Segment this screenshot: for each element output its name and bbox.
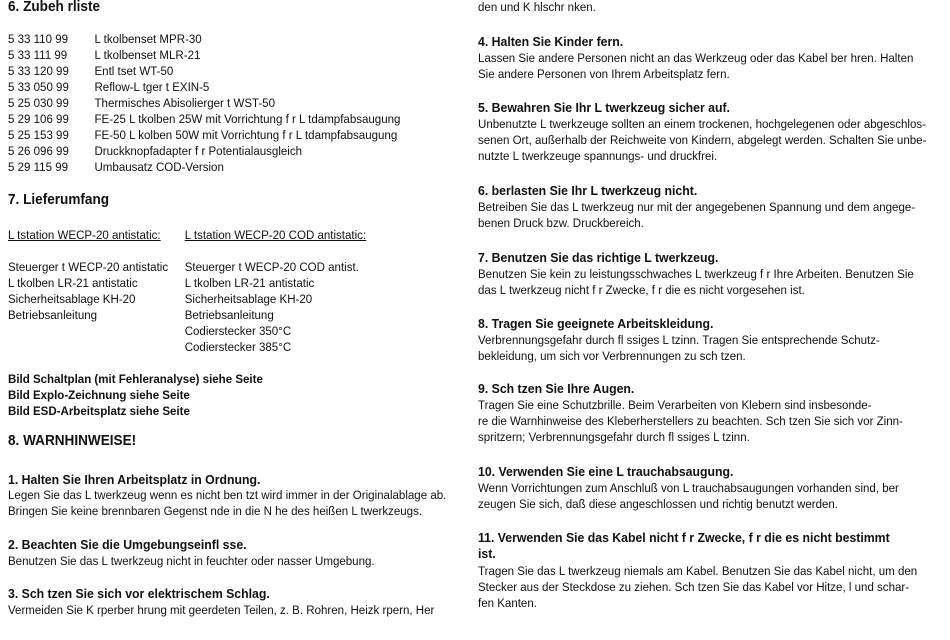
part-description: Reflow-L tger t EXIN-5 <box>94 80 210 94</box>
scope-col2-item: L tkolben LR-21 antistatic <box>184 276 315 290</box>
scope-header-row <box>8 228 473 243</box>
warning-text: das L twerkzeug nicht f r Zwecke, f r die es nicht vorgesehen ist. <box>478 283 805 297</box>
part-number: 5 26 096 99 <box>8 144 69 158</box>
warning-title: 1. Halten Sie Ihren Arbeitsplatz in Ordnung. <box>8 472 261 487</box>
warning-text: Tragen Sie das L twerkzeug niemals am Kabel. Benutzen Sie das Kabel nicht, um den <box>478 564 918 578</box>
list-item <box>8 160 473 175</box>
warning-text: Stecker aus der Steckdose zu ziehen. Sch tzen Sie das Kabel vor Hitze, l und schar- <box>478 580 910 594</box>
warning-title: 11. Verwenden Sie das Kabel nicht f r Zwecke, f r die es nicht bestimmt <box>478 530 890 545</box>
scope-col1-item: Steuerger t WECP-20 antistatic <box>8 260 169 274</box>
part-description: Druckknopfadapter f r Potentialausgleich <box>94 144 303 158</box>
warning-text: senen Ort, außerhalb der Reichweite von Kindern, abgelegt werden. Schalten Sie unbe- <box>478 133 927 147</box>
warning-text: Sie andere Personen von Ihrem Arbeitsplatz fern. <box>478 67 730 81</box>
warning-title: 3. Sch tzen Sie sich vor elektrischem Schlag. <box>8 586 270 601</box>
warning-text: re die Warnhinweise des Kleberherstellers zu beachten. Sch tzen Sie sich vor Zinn- <box>478 414 903 428</box>
warning-text: fen Kanten. <box>478 596 537 610</box>
figure-reference: Bild ESD-Arbeitsplatz siehe Seite <box>8 404 190 418</box>
warning-text: benen Druck bzw. Druckbereich. <box>478 216 644 230</box>
part-number: 5 33 050 99 <box>8 80 69 94</box>
warning-title: 10. Verwenden Sie eine L trauchabsaugung. <box>478 464 734 479</box>
scope-col1-title: L tstation WECP-20 antistatic: <box>8 228 161 242</box>
warning-text: Wenn Vorrichtungen zum Anschluß von L trauchabsaugungen vorhanden sind, ber <box>478 481 899 495</box>
part-description: FE-50 L kolben 50W mit Vorrichtung f r L tdampfabsaugung <box>94 128 398 142</box>
warning-title: 2. Beachten Sie die Umgebungseinfl sse. <box>8 537 247 552</box>
list-item <box>8 128 473 143</box>
part-number: 5 33 111 99 <box>8 48 68 62</box>
warning-text: Legen Sie das L twerkzeug wenn es nicht ben tzt wird immer in der Originalablage ab. <box>8 488 447 502</box>
list-item <box>8 64 473 79</box>
list-item <box>8 80 473 95</box>
scope-col2-title: L tstation WECP-20 COD antistatic: <box>184 228 367 242</box>
list-item <box>8 96 473 111</box>
figure-reference: Bild Explo-Zeichnung siehe Seite <box>8 388 190 402</box>
scope-col2-item: Codierstecker 385°C <box>184 340 292 354</box>
part-description: Umbausatz COD-Version <box>94 160 224 174</box>
warning-text: Lassen Sie andere Personen nicht an das Werkzeug oder das Kabel ber hren. Halten <box>478 51 914 65</box>
warning-text: Benutzen Sie kein zu leistungsschwaches L twerkzeug f r Ihre Arbeiten. Benutzen Sie <box>478 267 914 281</box>
warning-title: 7. Benutzen Sie das richtige L twerkzeug. <box>478 250 719 265</box>
warning-text: Vermeiden Sie K rperber hrung mit geerdeten Teilen, z. B. Rohren, Heizk rpern, Her <box>8 603 435 617</box>
warning-text: spritzern; Verbrennungsgefahr durch fl ssiges L tzinn. <box>478 430 750 444</box>
warning-text: Tragen Sie eine Schutzbrille. Beim Verarbeiten von Klebern sind insbesonde- <box>478 398 872 412</box>
list-item <box>8 144 473 159</box>
warnings-heading: 8. WARNHINWEISE! <box>8 433 137 449</box>
accessories-heading: 6. Zubeh rliste <box>8 0 101 15</box>
part-number: 5 29 106 99 <box>8 112 69 126</box>
scope-col2-item: Codierstecker 350°C <box>184 324 292 338</box>
table-row <box>8 308 473 323</box>
table-row <box>8 324 473 339</box>
warning-text: Unbenutzte L twerkzeuge sollten an einem trockenen, hochgelegenen oder abgeschlos- <box>478 117 926 131</box>
warning-title: 5. Bewahren Sie Ihr L twerkzeug sicher auf. <box>478 100 730 115</box>
warning-text: bekleidung, um sich vor Verbrennungen zu sch tzen. <box>478 349 746 363</box>
warning-title: 6. berlasten Sie Ihr L twerkzeug nicht. <box>478 183 698 198</box>
scope-heading: 7. Lieferumfang <box>8 192 110 208</box>
part-number: 5 25 153 99 <box>8 128 69 142</box>
part-number: 5 25 030 99 <box>8 96 69 110</box>
list-item <box>8 32 473 47</box>
warning-title: 8. Tragen Sie geeignete Arbeitskleidung. <box>478 316 714 331</box>
warning-title: 9. Sch tzen Sie Ihre Augen. <box>478 381 635 396</box>
scope-col1-item: Sicherheitsablage KH-20 <box>8 292 136 306</box>
table-row <box>8 260 473 275</box>
part-description: L tkolbenset MLR-21 <box>94 48 201 62</box>
list-item <box>8 112 473 127</box>
part-number: 5 33 120 99 <box>8 64 69 78</box>
figure-reference: Bild Schaltplan (mit Fehleranalyse) siehe Seite <box>8 372 263 386</box>
scope-col1-item: L tkolben LR-21 antistatic <box>8 276 138 290</box>
part-description: Entl tset WT-50 <box>94 64 174 78</box>
warning-text: Benutzen Sie das L twerkzeug nicht in feuchter oder nasser Umgebung. <box>8 554 375 568</box>
continued-text: den und K hlschr nken. <box>478 0 596 14</box>
warning-text: zeugen Sie sich, daß diese angeschlossen und richtig benutzt werden. <box>478 497 839 511</box>
table-row <box>8 276 473 291</box>
warning-title: 4. Halten Sie Kinder fern. <box>478 34 624 49</box>
table-row <box>8 292 473 307</box>
part-number: 5 33 110 99 <box>8 32 69 46</box>
scope-col1-item: Betriebsanleitung <box>8 308 98 322</box>
warning-text: nutzte L twerkzeuge spannungs- und druckfrei. <box>478 149 718 163</box>
part-number: 5 29 115 99 <box>8 160 69 174</box>
part-description: L tkolbenset MPR-30 <box>94 32 202 46</box>
warning-text: Verbrennungsgefahr durch fl ssiges L tzinn. Tragen Sie entsprechende Schutz- <box>478 333 880 347</box>
warning-text: Bringen Sie keine brennbaren Gegenst nde in die N he des heißen L twerkzeugs. <box>8 504 423 518</box>
list-item <box>8 48 473 63</box>
warning-title: ist. <box>478 546 496 561</box>
part-description: Thermisches Abisolierger t WST-50 <box>94 96 276 110</box>
warning-text: Betreiben Sie das L twerkzeug nur mit der angegebenen Spannung und dem angege- <box>478 200 916 214</box>
scope-col2-item: Steuerger t WECP-20 COD antist. <box>184 260 359 274</box>
scope-col2-item: Sicherheitsablage KH-20 <box>184 292 313 306</box>
table-row <box>8 340 473 355</box>
scope-col2-item: Betriebsanleitung <box>184 308 274 322</box>
part-description: FE-25 L tkolben 25W mit Vorrichtung f r L tdampfabsaugung <box>94 112 401 126</box>
